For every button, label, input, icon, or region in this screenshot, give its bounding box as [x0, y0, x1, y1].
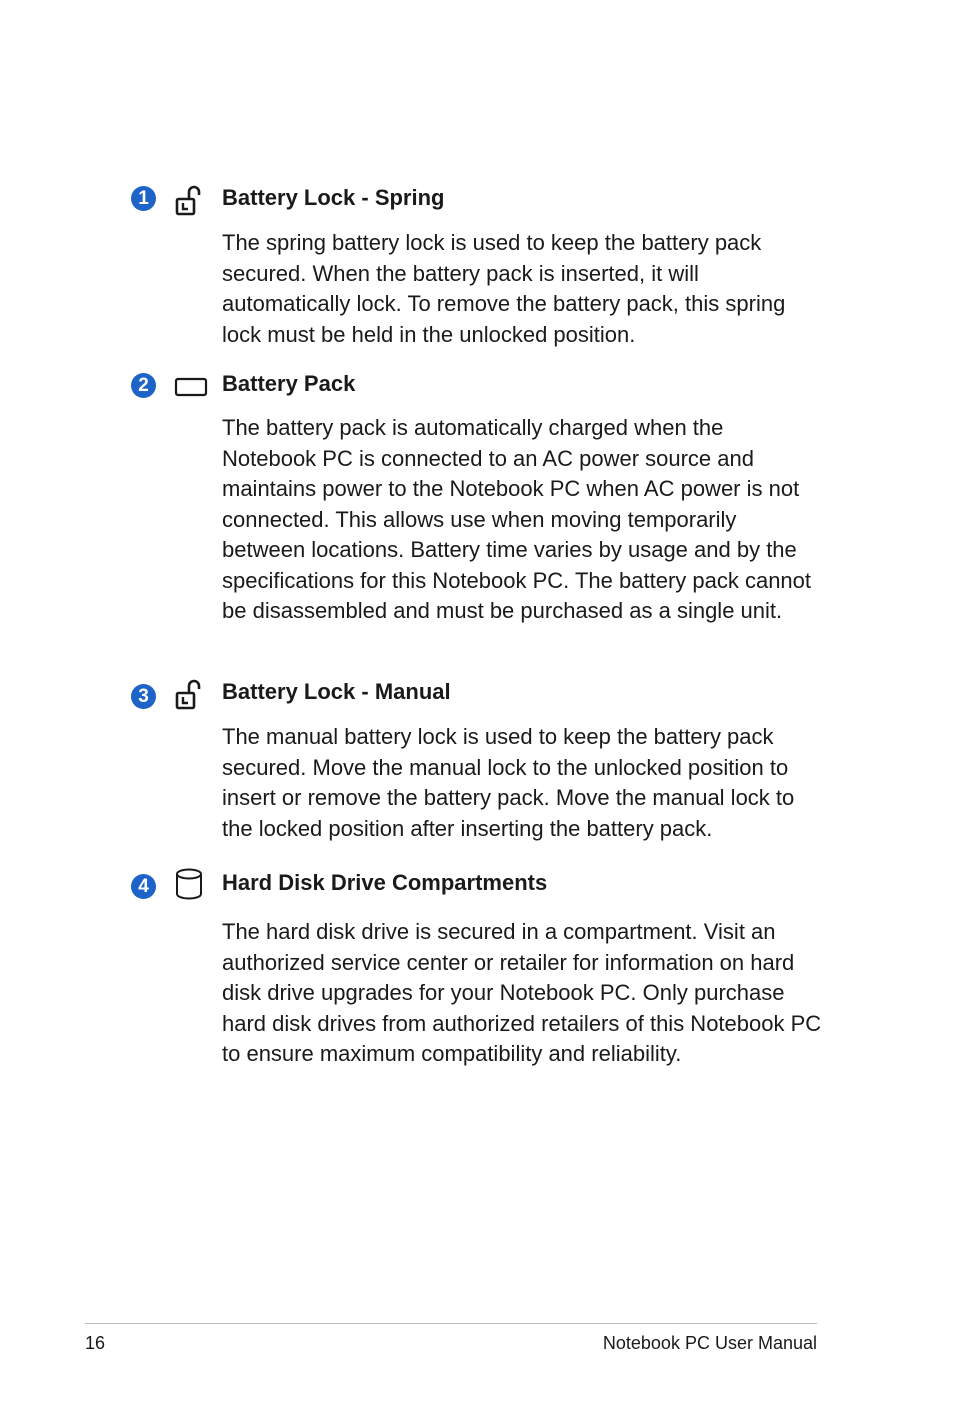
item-number-badge: 2 — [131, 373, 156, 398]
unlocked-lock-icon — [172, 676, 208, 712]
item-number-badge: 3 — [131, 684, 156, 709]
item-description: The hard disk drive is secured in a compartment. Visit an authorized service center or retailer for information on hard disk drive upgrades for your Notebook PC. Only purchase hard disk drives from authorized retailers of this Notebook PC to ensure maximum compatibility and reliability. — [222, 919, 822, 1066]
footer-divider — [85, 1323, 817, 1324]
item-number-badge: 1 — [131, 186, 156, 211]
manual-title: Notebook PC User Manual — [602, 1333, 817, 1353]
battery-icon — [172, 369, 208, 405]
item-description: The spring battery lock is used to keep the battery pack secured. When the battery pack is inserted, it will automatically lock. To remove the battery pack, this spring lock must be held in the unlocked position. — [222, 230, 786, 347]
item-title: Battery Lock - Manual — [222, 679, 451, 704]
item-description: The battery pack is automatically charged when the Notebook PC is connected to an AC power source and maintains power to the Notebook PC when AC power is not connected. This allows use when moving temporarily between locations. Battery time varies by usage and by the specifications for this Notebook PC. The battery pack cannot be disassembled and must be purchased as a single unit. — [222, 415, 812, 623]
hard-disk-icon — [172, 866, 208, 902]
item-title: Battery Pack — [222, 371, 356, 396]
page-number: 16 — [85, 1333, 106, 1353]
unlocked-lock-icon — [172, 182, 208, 218]
item-number-badge: 4 — [131, 874, 156, 899]
item-description: The manual battery lock is used to keep the battery pack secured. Move the manual lock to the unlocked position to insert or remove the battery pack. Move the manual lock to the locked position after inserting the battery pack. — [222, 724, 795, 841]
item-title: Hard Disk Drive Compartments — [222, 870, 548, 895]
item-title: Battery Lock - Spring — [222, 185, 445, 210]
